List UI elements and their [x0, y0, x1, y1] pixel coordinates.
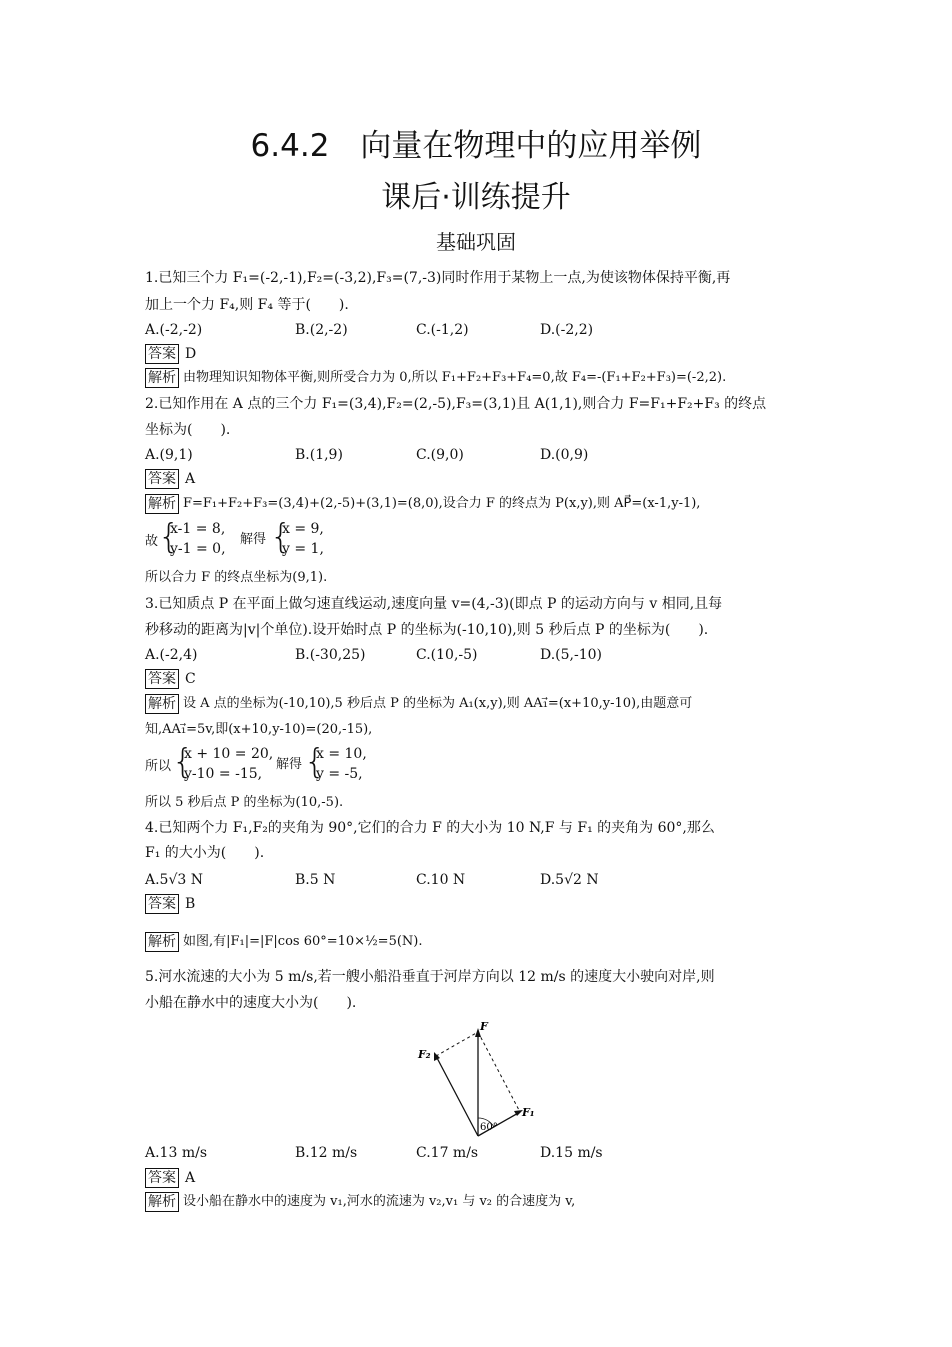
parallelogram-dashed-right — [478, 1032, 520, 1112]
q3-equation-1: x + 10 = 20, — [184, 746, 274, 762]
q3-conclusion: 所以 5 秒后点 P 的坐标为(10,-5). — [145, 795, 344, 810]
answer-label: 答案 — [145, 894, 179, 914]
page-subtitle: 课后·训练提升 — [381, 180, 571, 215]
q3-solution-1: x = 10, — [316, 746, 367, 762]
q1-answer: D — [185, 346, 197, 362]
q3-system-prefix: 所以 — [145, 759, 172, 774]
label-f: F — [480, 1020, 488, 1033]
q2-option-a: A.(9,1) — [145, 447, 193, 463]
left-brace: { — [270, 517, 292, 557]
arrowhead-f2 — [434, 1052, 440, 1061]
section-heading: 基础巩固 — [436, 230, 516, 254]
answer-label: 答案 — [145, 669, 179, 689]
force-diagram — [412, 1018, 542, 1140]
question-1-line-2: 加上一个力 F₄,则 F₄ 等于( ). — [145, 297, 349, 313]
question-2-line-1: 2.已知作用在 A 点的三个力 F₁=(3,4),F₂=(2,-5),F₃=(3,1)且 A(1,1),则合力 F=F₁+F₂+F₃ 的终点 — [145, 396, 767, 412]
label-f2: F₂ — [418, 1048, 431, 1061]
angle-label: 60° — [480, 1122, 498, 1133]
question-5-line-2: 小船在静水中的速度大小为( ). — [145, 995, 357, 1011]
question-1-line-1: 1.已知三个力 F₁=(-2,-1),F₂=(-3,2),F₃=(7,-3)同时作用于某物上一点,为使该物体保持平衡,再 — [145, 270, 731, 286]
q2-option-c: C.(9,0) — [416, 447, 464, 463]
analysis-label: 解析 — [145, 932, 179, 952]
question-4-line-2: F₁ 的大小为( ). — [145, 845, 265, 861]
label-f1: F₁ — [522, 1106, 535, 1119]
q3-equation-2: y-10 = -15, — [184, 766, 263, 782]
q3-option-d: D.(5,-10) — [540, 647, 603, 663]
answer-label: 答案 — [145, 1168, 179, 1188]
q1-option-c: C.(-1,2) — [416, 322, 469, 338]
question-3-line-2: 秒移动的距离为|v|个单位).设开始时点 P 的坐标为(-10,10),则 5 秒后点 P 的坐标为( ). — [145, 622, 709, 638]
q1-option-b: B.(2,-2) — [295, 322, 348, 338]
page-title: 6.4.2 向量在物理中的应用举例 — [250, 128, 702, 164]
q3-option-b: B.(-30,25) — [295, 647, 366, 663]
q5-answer: A — [185, 1170, 196, 1186]
q4-option-d: D.5√2 N — [540, 872, 599, 888]
q2-system-solve: 解得 — [240, 532, 267, 547]
answer-label: 答案 — [145, 469, 179, 489]
analysis-label: 解析 — [145, 1192, 179, 1212]
q3-option-a: A.(-2,4) — [145, 647, 198, 663]
q5-option-d: D.15 m/s — [540, 1145, 603, 1161]
q2-solution-2: y = 1, — [282, 541, 324, 557]
analysis-label: 解析 — [145, 368, 179, 388]
q1-analysis: 由物理知识知物体平衡,则所受合力为 0,所以 F₁+F₂+F₃+F₄=0,故 F₄=-(F₁+F₂+F₃)=(-2,2). — [183, 370, 727, 385]
question-3-line-1: 3.已知质点 P 在平面上做匀速直线运动,速度向量 v=(4,-3)(即点 P 的运动方向与 v 相同,且每 — [145, 596, 723, 612]
q2-system-prefix: 故 — [145, 534, 159, 549]
q4-option-c: C.10 N — [416, 872, 466, 888]
q3-option-c: C.(10,-5) — [416, 647, 478, 663]
left-brace: { — [304, 742, 326, 782]
q5-option-b: B.12 m/s — [295, 1145, 358, 1161]
q2-option-d: D.(0,9) — [540, 447, 589, 463]
q5-option-a: A.13 m/s — [145, 1145, 208, 1161]
question-4-line-1: 4.已知两个力 F₁,F₂的夹角为 90°,它们的合力 F 的大小为 10 N,F 与 F₁ 的夹角为 60°,那么 — [145, 820, 715, 836]
q3-analysis-2: 知,AA₁⃗=5v,即(x+10,y-10)=(20,-15), — [145, 722, 373, 737]
vector-f2-line — [436, 1056, 478, 1136]
q2-conclusion: 所以合力 F 的终点坐标为(9,1). — [145, 570, 328, 585]
q2-analysis: F=F₁+F₂+F₃=(3,4)+(2,-5)+(3,1)=(8,0),设合力 F 的终点为 P(x,y),则 AP⃗=(x-1,y-1), — [183, 496, 701, 511]
q3-solution-2: y = -5, — [316, 766, 363, 782]
q3-answer: C — [185, 671, 196, 687]
q3-system-solve: 解得 — [276, 757, 303, 772]
answer-label: 答案 — [145, 344, 179, 364]
q2-equation-2: y-1 = 0, — [170, 541, 226, 557]
left-brace: { — [158, 517, 180, 557]
analysis-label: 解析 — [145, 694, 179, 714]
q5-option-c: C.17 m/s — [416, 1145, 479, 1161]
q2-solution-1: x = 9, — [282, 521, 324, 537]
analysis-label: 解析 — [145, 494, 179, 514]
q2-option-b: B.(1,9) — [295, 447, 343, 463]
q4-analysis: 如图,有|F₁|=|F|cos 60°=10×½=5(N). — [183, 934, 423, 949]
q3-analysis-1: 设 A 点的坐标为(-10,10),5 秒后点 P 的坐标为 A₁(x,y),则 AA₁⃗=(x+10,y-10),由题意可 — [183, 696, 693, 711]
question-2-line-2: 坐标为( ). — [145, 422, 231, 438]
q4-answer: B — [185, 896, 196, 912]
q1-option-a: A.(-2,-2) — [145, 322, 203, 338]
q4-option-b: B.5 N — [295, 872, 336, 888]
q2-equation-1: x-1 = 8, — [170, 521, 226, 537]
q4-option-a: A.5√3 N — [145, 872, 203, 888]
q1-option-d: D.(-2,2) — [540, 322, 594, 338]
question-5-line-1: 5.河水流速的大小为 5 m/s,若一艘小船沿垂直于河岸方向以 12 m/s 的速度大小驶向对岸,则 — [145, 969, 715, 985]
q2-answer: A — [185, 471, 196, 487]
parallelogram-dashed-top — [436, 1032, 478, 1056]
q5-analysis: 设小船在静水中的速度为 v₁,河水的流速为 v₂,v₁ 与 v₂ 的合速度为 v, — [183, 1194, 576, 1209]
left-brace: { — [172, 742, 194, 782]
